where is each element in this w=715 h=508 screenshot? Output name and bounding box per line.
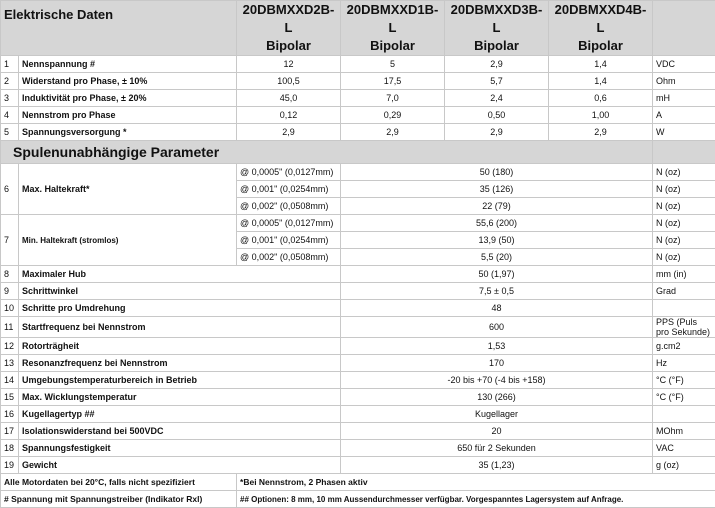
table-cell: Startfrequenz bei Nennstrom [19, 317, 341, 338]
table-row [1, 389, 715, 406]
footer-row [1, 491, 715, 508]
table-cell: 2,4 [445, 90, 549, 107]
table-cell: °C (°F) [653, 389, 715, 406]
model-header: 20DBMXXD3B-L Bipolar [445, 1, 549, 56]
table-cell: 2,9 [445, 124, 549, 141]
table-cell: Spannungsfestigkeit [19, 440, 341, 457]
table-title: Elektrische Daten [1, 1, 237, 56]
table-row [1, 300, 715, 317]
electrical-data [1, 56, 715, 141]
table-row [1, 266, 715, 283]
table-cell: 0,29 [341, 107, 445, 124]
table-cell: 1 [1, 56, 19, 73]
table-cell: 6 [1, 164, 19, 215]
table-cell: 170 [341, 355, 653, 372]
footnote: Alle Motordaten bei 20°C, falls nicht spezifiziert [1, 474, 237, 491]
table-cell: 100,5 [237, 73, 341, 90]
table-cell: 55,6 (200) [341, 215, 653, 232]
table-cell: 1,53 [341, 338, 653, 355]
table-cell: @ 0,001" (0,0254mm) [237, 232, 341, 249]
table-cell: N (oz) [653, 249, 715, 266]
table-cell: @ 0,002" (0,0508mm) [237, 198, 341, 215]
table-cell: 130 (266) [341, 389, 653, 406]
table-cell: 14 [1, 372, 19, 389]
table-cell: Umgebungstemperaturbereich in Betrieb [19, 372, 341, 389]
table-cell: Rotorträgheit [19, 338, 341, 355]
table-row [1, 406, 715, 423]
table-cell: 9 [1, 283, 19, 300]
table-row [1, 73, 715, 90]
table-cell: N (oz) [653, 215, 715, 232]
table-cell: Nennstrom pro Phase [19, 107, 237, 124]
table-row [1, 124, 715, 141]
table-cell: 650 für 2 Sekunden [341, 440, 653, 457]
section-header [1, 141, 715, 164]
table-row [1, 164, 715, 181]
table-cell: 35 (126) [341, 181, 653, 198]
table-cell: 1,00 [549, 107, 653, 124]
table-cell: 35 (1,23) [341, 457, 653, 474]
table-cell: Gewicht [19, 457, 341, 474]
table-row [1, 90, 715, 107]
table-cell: Maximaler Hub [19, 266, 341, 283]
table-cell: 7 [1, 215, 19, 266]
section-title: Spulenunabhängige Parameter [1, 141, 653, 164]
parameter-rows [1, 266, 715, 474]
table-cell: Min. Haltekraft (stromlos) [19, 215, 237, 266]
table-row [1, 372, 715, 389]
table-header [1, 1, 715, 56]
table-cell: 1,4 [549, 56, 653, 73]
table-cell: MOhm [653, 423, 715, 440]
table-cell: 4 [1, 107, 19, 124]
table-cell: 17 [1, 423, 19, 440]
footnote: # Spannung mit Spannungstreiber (Indikator Rxl) [1, 491, 237, 508]
table-cell: 0,6 [549, 90, 653, 107]
table-cell: Induktivität pro Phase, ± 20% [19, 90, 237, 107]
table-cell: Max. Wicklungstemperatur [19, 389, 341, 406]
table-cell: 50 (180) [341, 164, 653, 181]
table-cell: Spannungsversorgung * [19, 124, 237, 141]
table-cell: 20 [341, 423, 653, 440]
table-row [1, 457, 715, 474]
table-cell: 13 [1, 355, 19, 372]
table-cell [653, 300, 715, 317]
table-row [1, 440, 715, 457]
table-row [1, 355, 715, 372]
table-cell: 12 [1, 338, 19, 355]
table-cell: 19 [1, 457, 19, 474]
table-cell: Nennspannung # [19, 56, 237, 73]
table-cell: 11 [1, 317, 19, 338]
table-cell: -20 bis +70 (-4 bis +158) [341, 372, 653, 389]
table-cell: 15 [1, 389, 19, 406]
table-cell: Ohm [653, 73, 715, 90]
model-header: 20DBMXXD1B-L Bipolar [341, 1, 445, 56]
table-cell: 5,5 (20) [341, 249, 653, 266]
table-cell: N (oz) [653, 232, 715, 249]
table-cell: VDC [653, 56, 715, 73]
table-cell: Grad [653, 283, 715, 300]
table-cell: mH [653, 90, 715, 107]
table-cell: mm (in) [653, 266, 715, 283]
table-cell: 0,12 [237, 107, 341, 124]
table-cell: @ 0,0005" (0,0127mm) [237, 164, 341, 181]
table-cell: Kugellagertyp ## [19, 406, 341, 423]
table-cell: @ 0,001" (0,0254mm) [237, 181, 341, 198]
table-cell: Max. Haltekraft* [19, 164, 237, 215]
table-row [1, 56, 715, 73]
table-cell: A [653, 107, 715, 124]
table-cell: PPS (Puls pro Sekunde) [653, 317, 715, 338]
footer-row [1, 474, 715, 491]
table-cell: W [653, 124, 715, 141]
table-cell: °C (°F) [653, 372, 715, 389]
table-cell: 2,9 [237, 124, 341, 141]
table-cell: 600 [341, 317, 653, 338]
table-cell: 50 (1,97) [341, 266, 653, 283]
table-cell: N (oz) [653, 164, 715, 181]
table-row [1, 107, 715, 124]
table-cell: 12 [237, 56, 341, 73]
unit-header [653, 1, 715, 56]
table-cell: 2,9 [445, 56, 549, 73]
table-cell: 10 [1, 300, 19, 317]
table-row [1, 283, 715, 300]
table-cell: Schritte pro Umdrehung [19, 300, 341, 317]
table-row [1, 317, 715, 338]
table-cell: 5 [341, 56, 445, 73]
table-cell: 5,7 [445, 73, 549, 90]
table-cell: N (oz) [653, 198, 715, 215]
table-cell: Isolationswiderstand bei 500VDC [19, 423, 341, 440]
table-cell: 45,0 [237, 90, 341, 107]
table-cell: 1,4 [549, 73, 653, 90]
table-cell: 7,0 [341, 90, 445, 107]
table-cell [653, 141, 715, 164]
table-cell: g.cm2 [653, 338, 715, 355]
table-cell: 2,9 [341, 124, 445, 141]
table-cell: N (oz) [653, 181, 715, 198]
table-cell: 13,9 (50) [341, 232, 653, 249]
table-cell: Schrittwinkel [19, 283, 341, 300]
table-cell: 17,5 [341, 73, 445, 90]
model-header: 20DBMXXD2B-L Bipolar [237, 1, 341, 56]
table-row [1, 423, 715, 440]
table-cell: g (oz) [653, 457, 715, 474]
table-cell: Kugellager [341, 406, 653, 423]
footnote: ## Optionen: 8 mm, 10 mm Aussendurchmesser verfügbar. Vorgespanntes Lagersystem auf Anfrage. [237, 491, 715, 508]
table-cell [653, 406, 715, 423]
table-cell: Hz [653, 355, 715, 372]
table-cell: 3 [1, 90, 19, 107]
table-cell: 22 (79) [341, 198, 653, 215]
table-cell: 2 [1, 73, 19, 90]
model-header: 20DBMXXD4B-L Bipolar [549, 1, 653, 56]
table-cell: 8 [1, 266, 19, 283]
table-row [1, 215, 715, 232]
table-cell: 48 [341, 300, 653, 317]
table-cell: 0,50 [445, 107, 549, 124]
table-cell: Resonanzfrequenz bei Nennstrom [19, 355, 341, 372]
table-cell: 2,9 [549, 124, 653, 141]
table-cell: @ 0,0005" (0,0127mm) [237, 215, 341, 232]
table-cell: Widerstand pro Phase, ± 10% [19, 73, 237, 90]
table-cell: 18 [1, 440, 19, 457]
table-row [1, 338, 715, 355]
table-cell: VAC [653, 440, 715, 457]
table-cell: 5 [1, 124, 19, 141]
table-cell: @ 0,002" (0,0508mm) [237, 249, 341, 266]
footnote: *Bei Nennstrom, 2 Phasen aktiv [237, 474, 715, 491]
table-cell: 7,5 ± 0,5 [341, 283, 653, 300]
table-cell: 16 [1, 406, 19, 423]
